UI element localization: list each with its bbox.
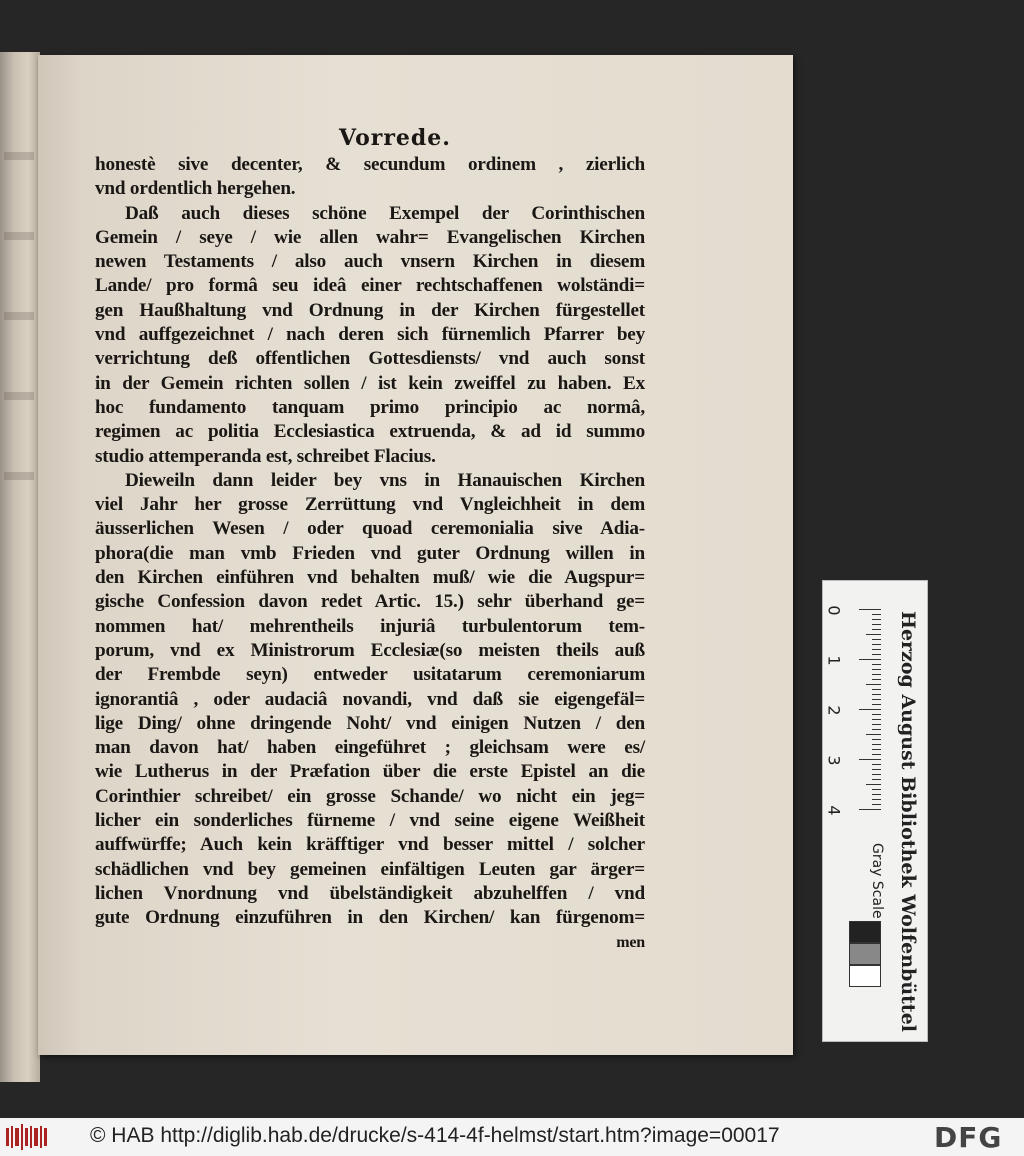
adjacent-page-edge [0, 52, 40, 1082]
ruler-tick [866, 784, 881, 785]
text-line: Dieweiln dann leider bey vns in Hanauischen Kirchen [125, 469, 645, 491]
ruler-tick [872, 664, 881, 665]
text-line: Daß auch dieses schöne Exempel der Corinthischen [125, 202, 645, 224]
ruler-tick [872, 674, 881, 675]
ruler-tick [872, 704, 881, 705]
text-line: ignorantiâ , oder audaciâ novandi, vnd daß sie eigengefäl= [95, 688, 645, 710]
ruler-tick [872, 749, 881, 750]
text-line: wie Lutherus in der Præfation über die erste Epistel an die [95, 761, 645, 783]
ruler-tick [872, 654, 881, 655]
ruler-tick [872, 769, 881, 770]
ruler-number: 0 [824, 605, 844, 616]
ruler-tick [872, 779, 881, 780]
text-line: Gemein / seye / wie allen wahr= Evangelischen Kirchen [95, 226, 645, 248]
ruler-number: 3 [824, 755, 844, 766]
ruler-tick [872, 619, 881, 620]
text-line: Corinthier schreibet/ ein grosse Schande/ wo nicht ein jeg= [95, 785, 645, 807]
text-line: den Kirchen einführen vnd behalten muß/ wie die Augspur= [95, 567, 645, 589]
gray-scale-ruler [822, 580, 928, 1042]
ruler-tick [872, 754, 881, 755]
copyright-link[interactable]: © HAB http://diglib.hab.de/drucke/s-414-4f-helmst/start.htm?image=00017 [90, 1124, 780, 1147]
ruler-tick [872, 639, 881, 640]
page-text [95, 125, 645, 955]
text-line: honestè sive decenter, & secundum ordinem , zierlich [95, 154, 645, 175]
mid-swatch [849, 943, 881, 965]
ruler-tick [859, 759, 881, 760]
ruler-tick [872, 614, 881, 615]
ruler-tick [866, 634, 881, 635]
light-swatch [849, 965, 881, 987]
ruler-tick [866, 734, 881, 735]
ruler-number: 1 [824, 655, 844, 666]
ruler-tick [872, 794, 881, 795]
ruler-tick [872, 729, 881, 730]
ruler-tick [859, 659, 881, 660]
ruler-tick [859, 709, 881, 710]
text-line: in der Gemein richten sollen / ist kein zweiffel zu haben. Ex [95, 372, 645, 394]
ruler-number: 2 [824, 705, 844, 716]
ruler-tick [872, 699, 881, 700]
book-page [38, 55, 793, 1055]
ruler-tick [872, 679, 881, 680]
text-line: licher ein sonderliches fürneme / vnd seine eigene Weißheit [95, 810, 645, 832]
text-line: lige Ding/ ohne dringende Noht/ vnd einigen Nutzen / den [95, 712, 645, 734]
ruler-tick [872, 629, 881, 630]
text-line: nommen hat/ mehrentheils injuriâ turbulentorum tem- [95, 615, 645, 637]
text-lines [95, 153, 645, 931]
ruler-number: 4 [824, 805, 844, 816]
text-line: gen Haußhaltung vnd Ordnung in der Kirchen fürgestellet [95, 299, 645, 321]
text-line: lichen Vnordnung vnd übelständigkeit abzuhelffen / vnd [95, 882, 645, 904]
running-head: Vorrede. [339, 125, 451, 151]
ruler-tick [872, 724, 881, 725]
text-line: newen Testaments / also auch vnsern Kirchen in diesem [95, 251, 645, 273]
text-line: hoc fundamento tanquam primo principio ac normâ, [95, 396, 645, 418]
ruler-tick [872, 719, 881, 720]
ruler-tick [872, 744, 881, 745]
text-line: regimen ac politia Ecclesiastica extruenda, & ad id summo [95, 421, 645, 443]
ruler-tick [872, 714, 881, 715]
text-line: man davon hat/ haben eingeführet ; gleichsam were es/ [95, 737, 645, 759]
ruler-tick [872, 669, 881, 670]
text-line: phora(die man vmb Frieden vnd guter Ordnung willen in [95, 542, 645, 564]
hab-barcode-icon [6, 1124, 48, 1150]
ruler-tick [872, 764, 881, 765]
text-line: Lande/ pro formâ seu ideâ einer rechtschaffenen wolständi= [95, 275, 645, 297]
ruler-tick [872, 799, 881, 800]
dfg-logo: DFG [934, 1121, 1003, 1154]
text-line: vnd auffgezeichnet / nach deren sich fürnemlich Pfarrer bey [95, 324, 645, 346]
ruler-tick [872, 649, 881, 650]
ruler-tick [859, 809, 881, 810]
ruler-tick [872, 804, 881, 805]
text-line: verrichtung deß offentlichen Gottesdiensts/ vnd auch sonst [95, 348, 645, 370]
text-line: gute Ordnung einzuführen in den Kirchen/ kan fürgenom= [95, 907, 645, 929]
text-line: viel Jahr her grosse Zerrüttung vnd Vngleichheit in dem [95, 494, 645, 516]
text-line: gische Confession davon redet Artic. 15.) sehr überhand ge= [95, 591, 645, 613]
text-line: schädlichen vnd bey gemeinen einfältigen Leuten gar ärger= [95, 858, 645, 880]
text-line: studio attemperanda est, schreibet Flacius. [95, 445, 436, 467]
catchword: men [616, 933, 645, 951]
library-name: Herzog August Bibliothek Wolfenbüttel [897, 611, 919, 1032]
ruler-tick [872, 694, 881, 695]
dark-swatch [849, 921, 881, 943]
ruler-tick [872, 624, 881, 625]
ruler-tick [872, 789, 881, 790]
text-line: vnd ordentlich hergehen. [95, 178, 296, 200]
text-line: porum, vnd ex Ministrorum Ecclesiæ(so meisten theils auß [95, 639, 645, 661]
ruler-tick [872, 739, 881, 740]
ruler-tick [872, 689, 881, 690]
ruler-tick [866, 684, 881, 685]
ruler-tick [859, 609, 881, 610]
gray-scale-label: Gray Scale [869, 843, 885, 919]
footer-bar [0, 1118, 1024, 1156]
ruler-tick [872, 644, 881, 645]
text-line: auffwürffe; Auch kein kräfftiger vnd besser mittel / solcher [95, 834, 645, 856]
text-line: äusserlichen Wesen / oder quoad ceremonialia sive Adia- [95, 518, 645, 540]
text-line: der Frembde seyn) entweder usitatarum ceremoniarum [95, 664, 645, 686]
ruler-tick [872, 774, 881, 775]
